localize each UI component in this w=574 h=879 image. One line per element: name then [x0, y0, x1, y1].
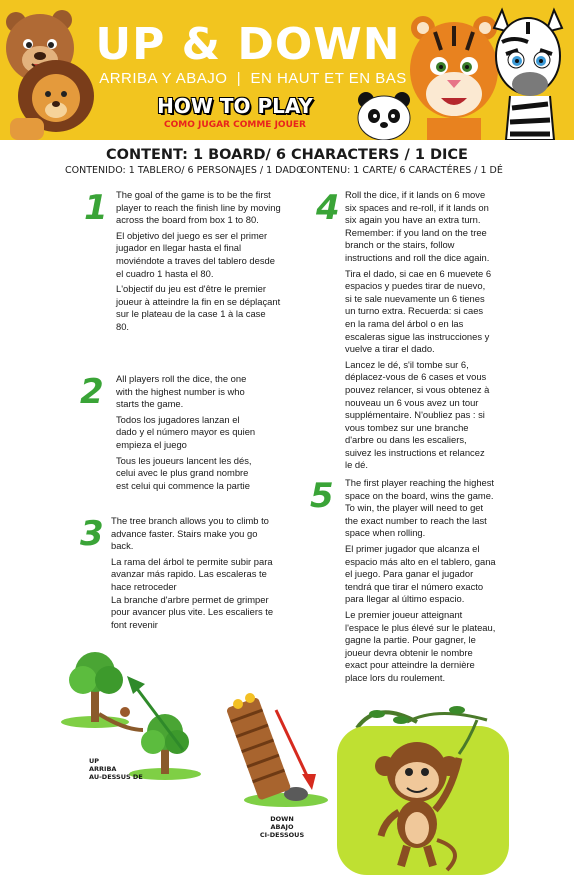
monkey-illustration [337, 700, 509, 875]
lion-icon [4, 56, 100, 140]
step-3-es: La rama del árbol te permite subir para avanzar más rapido. Las escaleras te hace retroceder [111, 555, 273, 592]
up-label [89, 757, 143, 781]
step-1-en: The goal of the game is to be the first player to reach the finish line by moving across the board from box 1 to 80. [116, 189, 281, 226]
content-title: CONTENT: 1 BOARD/ 6 CHARACTERS / 1 DICE [106, 147, 468, 163]
step-number-2: 2 [80, 372, 104, 412]
down-label-text: DOWN ABAJO CI-DESSOUS [259, 815, 305, 839]
subtitle-divider: | [232, 70, 246, 87]
content-fr: CONTENU: 1 CARTE/ 6 CARACTÉRES / 1 DÉ [300, 165, 503, 176]
how-to-play-heading: HOW TO PLAY [157, 94, 313, 118]
game-title: UP & DOWN [95, 19, 401, 70]
step-5-en: The first player reaching the highest space on the board, wins the game. To win, the player will need to get the exact number to reach the last space when rolling. [345, 477, 495, 539]
step-number-3: 3 [80, 514, 104, 554]
step-5-fr: Le premier joueur atteignant l'espace le plus élevé sur le plateau, gagne la partie. Pour gagner, le joueur devra obtenir le nombre exact pour atteindre la dernière place lors du roulement. [345, 608, 496, 683]
game-subtitle [88, 70, 418, 87]
subtitle-fr: EN HAUT ET EN BAS [250, 70, 407, 87]
step-3-en: The tree branch allows you to climb to advance faster. Stairs make you go back. [111, 515, 269, 552]
how-to-play-translations: COMO JUGAR COMME JOUER [164, 120, 306, 130]
step-number-1: 1 [84, 188, 108, 228]
stairs-illustration [214, 690, 334, 810]
step-number-4: 4 [316, 188, 340, 228]
content-es: CONTENIDO: 1 TABLERO/ 6 PERSONAJES / 1 DADO [65, 165, 304, 176]
step-number-5: 5 [310, 476, 334, 516]
step-1-fr: L'objectif du jeu est d'être le premier joueur à atteindre la fin en se déplaçant sur le plateau de la case 1 à la case 80. [116, 283, 281, 332]
step-1-text [116, 189, 281, 337]
step-5-text [345, 477, 497, 688]
subtitle-es: ARRIBA Y ABAJO [99, 70, 228, 87]
step-2-es: Todos los jugadores lanzan el dado y el número mayor es quien empieza el juego [116, 413, 256, 450]
step-4-es: Tira el dado, si cae en 6 muevete 6 espacios y puedes tirar de nuevo, si te sale nuevamente un 6 tienes un turno extra. Recuerda: si caes en la rama del árbol o en las escaleras sigue las instrucciones y vuelve a tirar el dado. [345, 267, 492, 355]
zebra-icon [484, 4, 574, 140]
step-1-es: El objetivo del juego es ser el primer jugador en llegar hasta el final moviéndote a traves del tablero desde el cuadro 1 hasta el 80. [116, 229, 275, 279]
header-banner [0, 0, 574, 140]
up-label-text: UP ARRIBA AU-DESSUS DE [89, 757, 143, 781]
step-4-en: Roll the dice, if it lands on 6 move six spaces and re-roll, if it lands on six again you have an extra turn. Remember: if you land on the tree branch or the stairs, follow instructions and roll the dice again. [345, 189, 490, 263]
step-3-text [111, 515, 279, 634]
panda-icon [354, 92, 414, 140]
step-5-es: El primer jugador que alcanza el espacio más alto en el tablero, gana el juego. Para ganar el jugador tendrá que tirar el número exacto para llegar al último espacio. [345, 542, 496, 605]
step-4-fr: Lancez le dé, s'il tombe sur 6, déplacez-vous de 6 cases et vous pouvez relancer, si vous obtenez à nouveau un 6 vous avez un tour supplémentaire. N'oubliez pas : si vous tombez sur une branche d'arbre ou dans les escaliers, suivez les instructions et relancez le dé. [345, 358, 490, 471]
step-2-en: All players roll the dice, the one with the highest number is who starts the game. [116, 373, 247, 410]
down-label [252, 815, 312, 839]
step-3-fr: La branche d'arbre permet de grimper pour avancer plus vite. Les escaliers te font revenir [111, 593, 274, 630]
step-4-text [345, 189, 493, 475]
step-2-text [116, 373, 261, 495]
step-2-fr: Tous les joueurs lancent les dés, celui avec le plus grand nombre est celui qui commence la partie [116, 454, 252, 491]
